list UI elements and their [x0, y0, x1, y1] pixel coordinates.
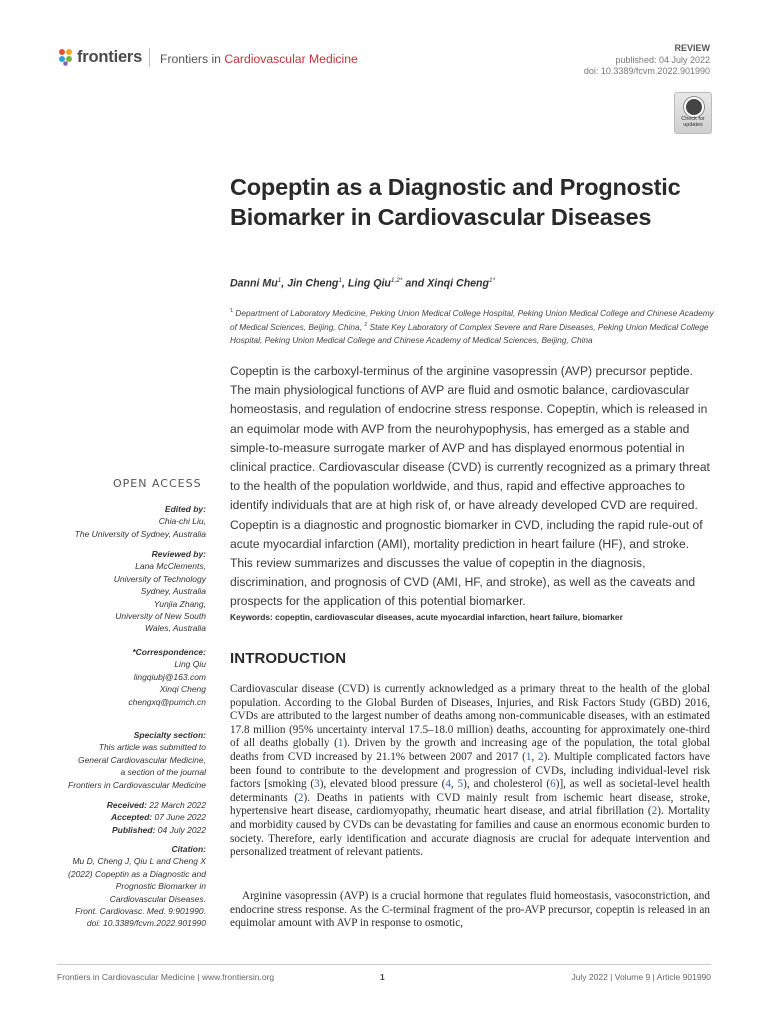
edited-by-label: Edited by:	[164, 504, 206, 514]
affiliation-text: Department of Laboratory Medicine, Peking Union Medical College Hospital, Peking Union Medical College and Chinese Academy of Medical Sciences, Beijing, China,	[230, 307, 714, 333]
citation-line: Cardiovascular Diseases.	[109, 893, 206, 904]
correspondent-email[interactable]: chengxq@pumch.cn	[128, 696, 206, 707]
reviewer-affiliation: Sydney, Australia	[140, 586, 206, 597]
reference-link[interactable]: 2	[651, 805, 658, 818]
body-text: ), and cholesterol (	[463, 778, 551, 791]
correspondent-name: Ling Qiu	[174, 659, 206, 670]
body-text: ,	[531, 750, 539, 763]
keywords-label: Keywords:	[230, 612, 273, 622]
editor-affiliation: The University of Sydney, Australia	[74, 528, 206, 539]
article-type: REVIEW	[674, 43, 710, 53]
reviewer-name: Yunjia Zhang,	[153, 598, 206, 609]
check-updates-icon	[684, 97, 704, 117]
reviewed-by-label: Reviewed by:	[151, 549, 206, 559]
body-text: )], as well as societal-level health determinants (	[230, 778, 711, 804]
citation-doi[interactable]: doi: 10.3389/fcvm.2022.901990	[86, 918, 206, 929]
abstract: Copeptin is the carboxyl-terminus of the arginine vasopressin (AVP) precursor peptide. The main physiological functions of AVP are fluid and osmotic balance, cardiovascular homeostasis, and regulation of endocrine stress response. Copeptin, which is released in an equimolar mode with AVP from the neurohypophysis, has emerged as a stable and simple-to-measure surrogate marker of AVP and has displayed enormous potential in clinical practice. Cardiovascular disease (CVD) is currently recognized as a primary threat to the health of the population worldwide, and thus, rapid and effective approaches to identify individuals that are at high risk of, or have already developed CVD are required. Copeptin is a diagnostic and prognostic biomarker in CVD, including the rapid rule-out of acute myocardial infarction (AMI), mortality prediction in heart failure (HF), and stroke. This review summarizes and discusses the value of copeptin in the diagnosis, discrimination, and prognosis of CVD (AMI, HF, and stroke), as well as the caveats and prospects for the application of this potential biomarker.	[230, 364, 710, 609]
editor-name: Chia-chi Liu,	[158, 516, 206, 527]
dates-block	[26, 799, 206, 836]
reviewer-name: Lana McClements,	[135, 561, 206, 572]
reference-link[interactable]: 5	[457, 778, 464, 791]
author-list: Danni Mu$^1$, Jin Cheng$^1$, Ling Qiu$^{1,2*}$ and Xinqi Cheng$^{1*}$	[230, 277, 496, 290]
journal-prefix: Frontiers in	[160, 52, 225, 66]
correspondence-label: *Correspondence:	[132, 647, 206, 657]
body-text: ). Deaths in patients with CVD mainly result from ischemic heart disease, stroke, hypertensive heart disease, cardiomyopathy, rheumatic heart disease, and atrial fibrillation (	[230, 791, 710, 818]
page-number: 1	[380, 972, 385, 982]
journal-section: Cardiovascular Medicine	[224, 52, 358, 66]
specialty-line: Frontiers in Cardiovascular Medicine	[68, 779, 206, 790]
specialty-line: This article was submitted to	[98, 742, 206, 753]
keywords	[230, 612, 710, 623]
header-divider	[149, 48, 150, 67]
author-name[interactable]: Xinqi Cheng	[427, 277, 489, 290]
citation-line: Prognostic Biomarker in	[115, 881, 206, 892]
correspondence-block	[26, 646, 206, 708]
author-affil: 1	[277, 277, 282, 284]
frontiers-logo-text[interactable]: frontiers	[77, 48, 143, 66]
reference-link[interactable]: 1	[525, 750, 532, 763]
reviewer-affiliation: Wales, Australia	[145, 623, 206, 634]
citation-block	[26, 843, 206, 930]
body-text: ). Multiple complicated factors have been found to contribute to the development and progression of CVDs, including individual-level risk factors [smoking (	[230, 750, 711, 791]
keywords-text: copeptin, cardiovascular diseases, acute myocardial infarction, heart failure, biomarker	[275, 612, 623, 622]
affil-number: 1	[230, 308, 234, 314]
accepted-date: 07 June 2022	[154, 812, 206, 823]
author-name[interactable]: Ling Qiu	[347, 277, 391, 290]
edited-by-block	[26, 503, 206, 540]
check-updates-label: Check for updates	[681, 116, 705, 128]
section-heading-introduction: INTRODUCTION	[230, 650, 347, 667]
body-text: ). Driven by the growth and increasing age of the population, the total global deaths from CVD increased by 21.1% between 2007 and 2017 (	[230, 737, 710, 763]
author-name[interactable]: Danni Mu	[230, 277, 278, 290]
received-label: Received:	[106, 800, 147, 810]
intro-paragraph-1	[230, 683, 710, 860]
reference-link[interactable]: 3	[314, 778, 320, 791]
published-label: Published:	[111, 824, 156, 835]
correspondent-email[interactable]: lingqiubj@163.com	[133, 671, 206, 682]
citation-line: (2022) Copeptin as a Diagnostic and	[68, 868, 206, 879]
correspondent-name: Xinqi Cheng	[159, 684, 206, 695]
specialty-line: a section of the journal	[120, 767, 206, 778]
doi-link[interactable]: doi: 10.3389/fcvm.2022.901990	[583, 66, 710, 76]
reference-link[interactable]: 2	[538, 750, 544, 763]
check-for-updates-badge[interactable]	[674, 92, 712, 134]
footer-journal-link[interactable]: Frontiers in Cardiovascular Medicine | www.frontiersin.org	[57, 972, 275, 982]
reviewer-affiliation: University of New South	[115, 611, 206, 622]
specialty-section-block	[26, 729, 206, 791]
reference-link[interactable]: 6	[550, 778, 556, 791]
specialty-line: General Cardiovascular Medicine,	[77, 754, 206, 765]
author-name[interactable]: Jin Cheng	[287, 277, 339, 290]
author-affil: 1,2*	[390, 277, 403, 284]
specialty-label: Specialty section:	[133, 730, 206, 740]
reference-link[interactable]: 2	[297, 791, 304, 804]
reviewed-by-block	[26, 548, 206, 635]
body-text: ), elevated blood pressure (	[319, 778, 446, 791]
published-date: published: 04 July 2022	[615, 55, 710, 65]
citation-label: Citation:	[171, 844, 206, 854]
body-text: ,	[450, 778, 458, 791]
affiliation-text: State Key Laboratory of Complex Severe and Rare Diseases, Peking Union Medical College Hospital, Peking Union Medical College and Chinese Academy of Medical Sciences, Beijing, China	[230, 322, 709, 345]
journal-name[interactable]	[160, 52, 358, 66]
footer-issue-info: July 2022 | Volume 9 | Article 901990	[571, 972, 711, 982]
author-affil: 1*	[489, 277, 496, 284]
citation-line: Front. Cardiovasc. Med. 9:901990.	[75, 906, 206, 917]
reference-link[interactable]: 1	[337, 737, 344, 750]
frontiers-logo-icon	[57, 48, 75, 66]
article-title: Copeptin as a Diagnostic and Prognostic Biomarker in Cardiovascular Diseases	[230, 174, 681, 230]
published-date-side: 04 July 2022	[157, 824, 206, 835]
received-date: 22 March 2022	[149, 800, 206, 810]
footer-divider	[57, 964, 711, 965]
citation-line: Mu D, Cheng J, Qiu L and Cheng X	[72, 856, 206, 867]
affiliations	[230, 305, 715, 346]
accepted-label: Accepted:	[111, 812, 153, 823]
open-access-label: OPEN ACCESS	[113, 477, 202, 490]
body-text: Cardiovascular disease (CVD) is currently acknowledged as a primary threat to the health of the global population. According to the Global Burden of Diseases, Injuries, and Risk Factors Study (GBD) 2016, CVDs are attributed to the largest number of deaths among non-communicable diseases, with an estimated 17.8 million (95% uncertainty interval 17.5–18.0 million) deaths, accounting for approximately one-third of all deaths globally (	[230, 683, 710, 750]
affil-number: 2	[364, 322, 368, 329]
reference-link[interactable]: 4	[445, 778, 451, 791]
author-affil: 1	[338, 277, 343, 284]
reviewer-affiliation: University of Technology	[113, 573, 206, 584]
body-text: ). Mortality and morbidity caused by CVDs can be devastating for families and cause an enormous economic burden to society. Therefore, early identification and accurate diagnosis are crucial for adequate intervention and personalized treatment of relevant patients.	[230, 805, 710, 859]
intro-paragraph-2: Arginine vasopressin (AVP) is a crucial hormone that regulates fluid homeostasis, vasoconstriction, and endocrine stress response. As the C-terminal fragment of the pro-AVP precursor, copeptin is released in an equimolar amount with AVP in response to osmotic,	[230, 890, 710, 930]
